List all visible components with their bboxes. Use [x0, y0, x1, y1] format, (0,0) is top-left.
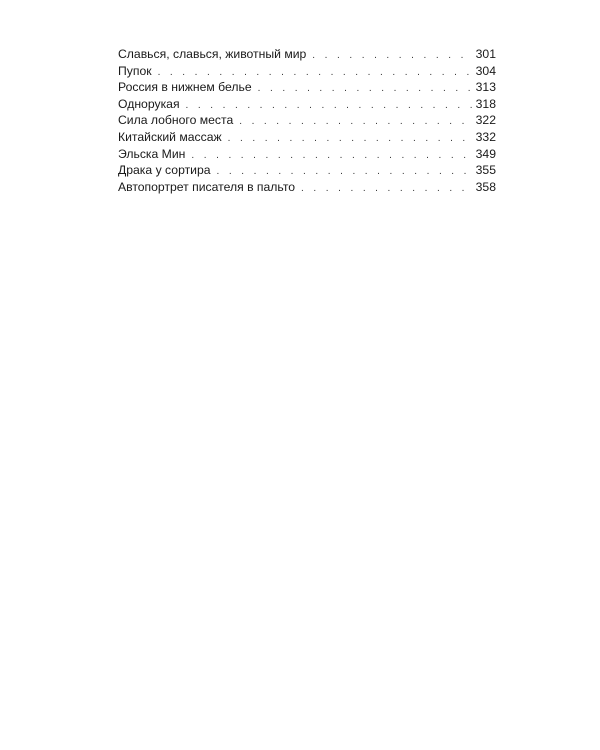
toc-entry	[118, 112, 496, 129]
toc-entry-page: 349	[475, 146, 496, 161]
toc-entry-page: 313	[475, 80, 496, 95]
toc-entry-title: Россия в нижнем белье	[118, 80, 252, 95]
toc-entry	[118, 46, 496, 63]
toc-entry	[118, 79, 496, 96]
toc-entry-title: Драка у сортира	[118, 163, 211, 178]
toc-entry	[118, 179, 496, 196]
toc-entry-title: Эльска Мин	[118, 146, 186, 161]
toc-entry	[118, 162, 496, 179]
toc-entry-page: 355	[475, 163, 496, 178]
toc-entry	[118, 96, 496, 113]
toc-entry-title: Китайский массаж	[118, 129, 222, 144]
toc-entry-page: 301	[475, 47, 496, 61]
toc-entry-page: 358	[475, 179, 496, 194]
toc-entry-title: Автопортрет писателя в пальто	[118, 179, 296, 194]
toc-entry-page: 322	[475, 113, 496, 128]
toc-entry	[118, 146, 496, 163]
toc-dot-leader	[228, 131, 472, 148]
toc-entry-page: 318	[475, 96, 496, 111]
toc-entry-page: 332	[475, 129, 496, 144]
toc-dot-leader	[301, 181, 472, 198]
toc-dot-leader	[239, 114, 471, 131]
toc-dot-leader	[191, 148, 471, 165]
toc-entry	[118, 63, 496, 80]
toc-entry-title: Славься, славься, животный мир	[118, 47, 307, 61]
table-of-contents	[118, 46, 496, 195]
toc-entry-title: Сила лобного места	[118, 113, 234, 128]
toc-dot-leader	[312, 48, 471, 65]
toc-entry-page: 304	[475, 63, 496, 78]
toc-entry	[118, 129, 496, 146]
toc-entry-title: Однорукая	[118, 96, 180, 111]
toc-entry-title: Пупок	[118, 63, 152, 78]
toc-dot-leader	[258, 81, 472, 98]
